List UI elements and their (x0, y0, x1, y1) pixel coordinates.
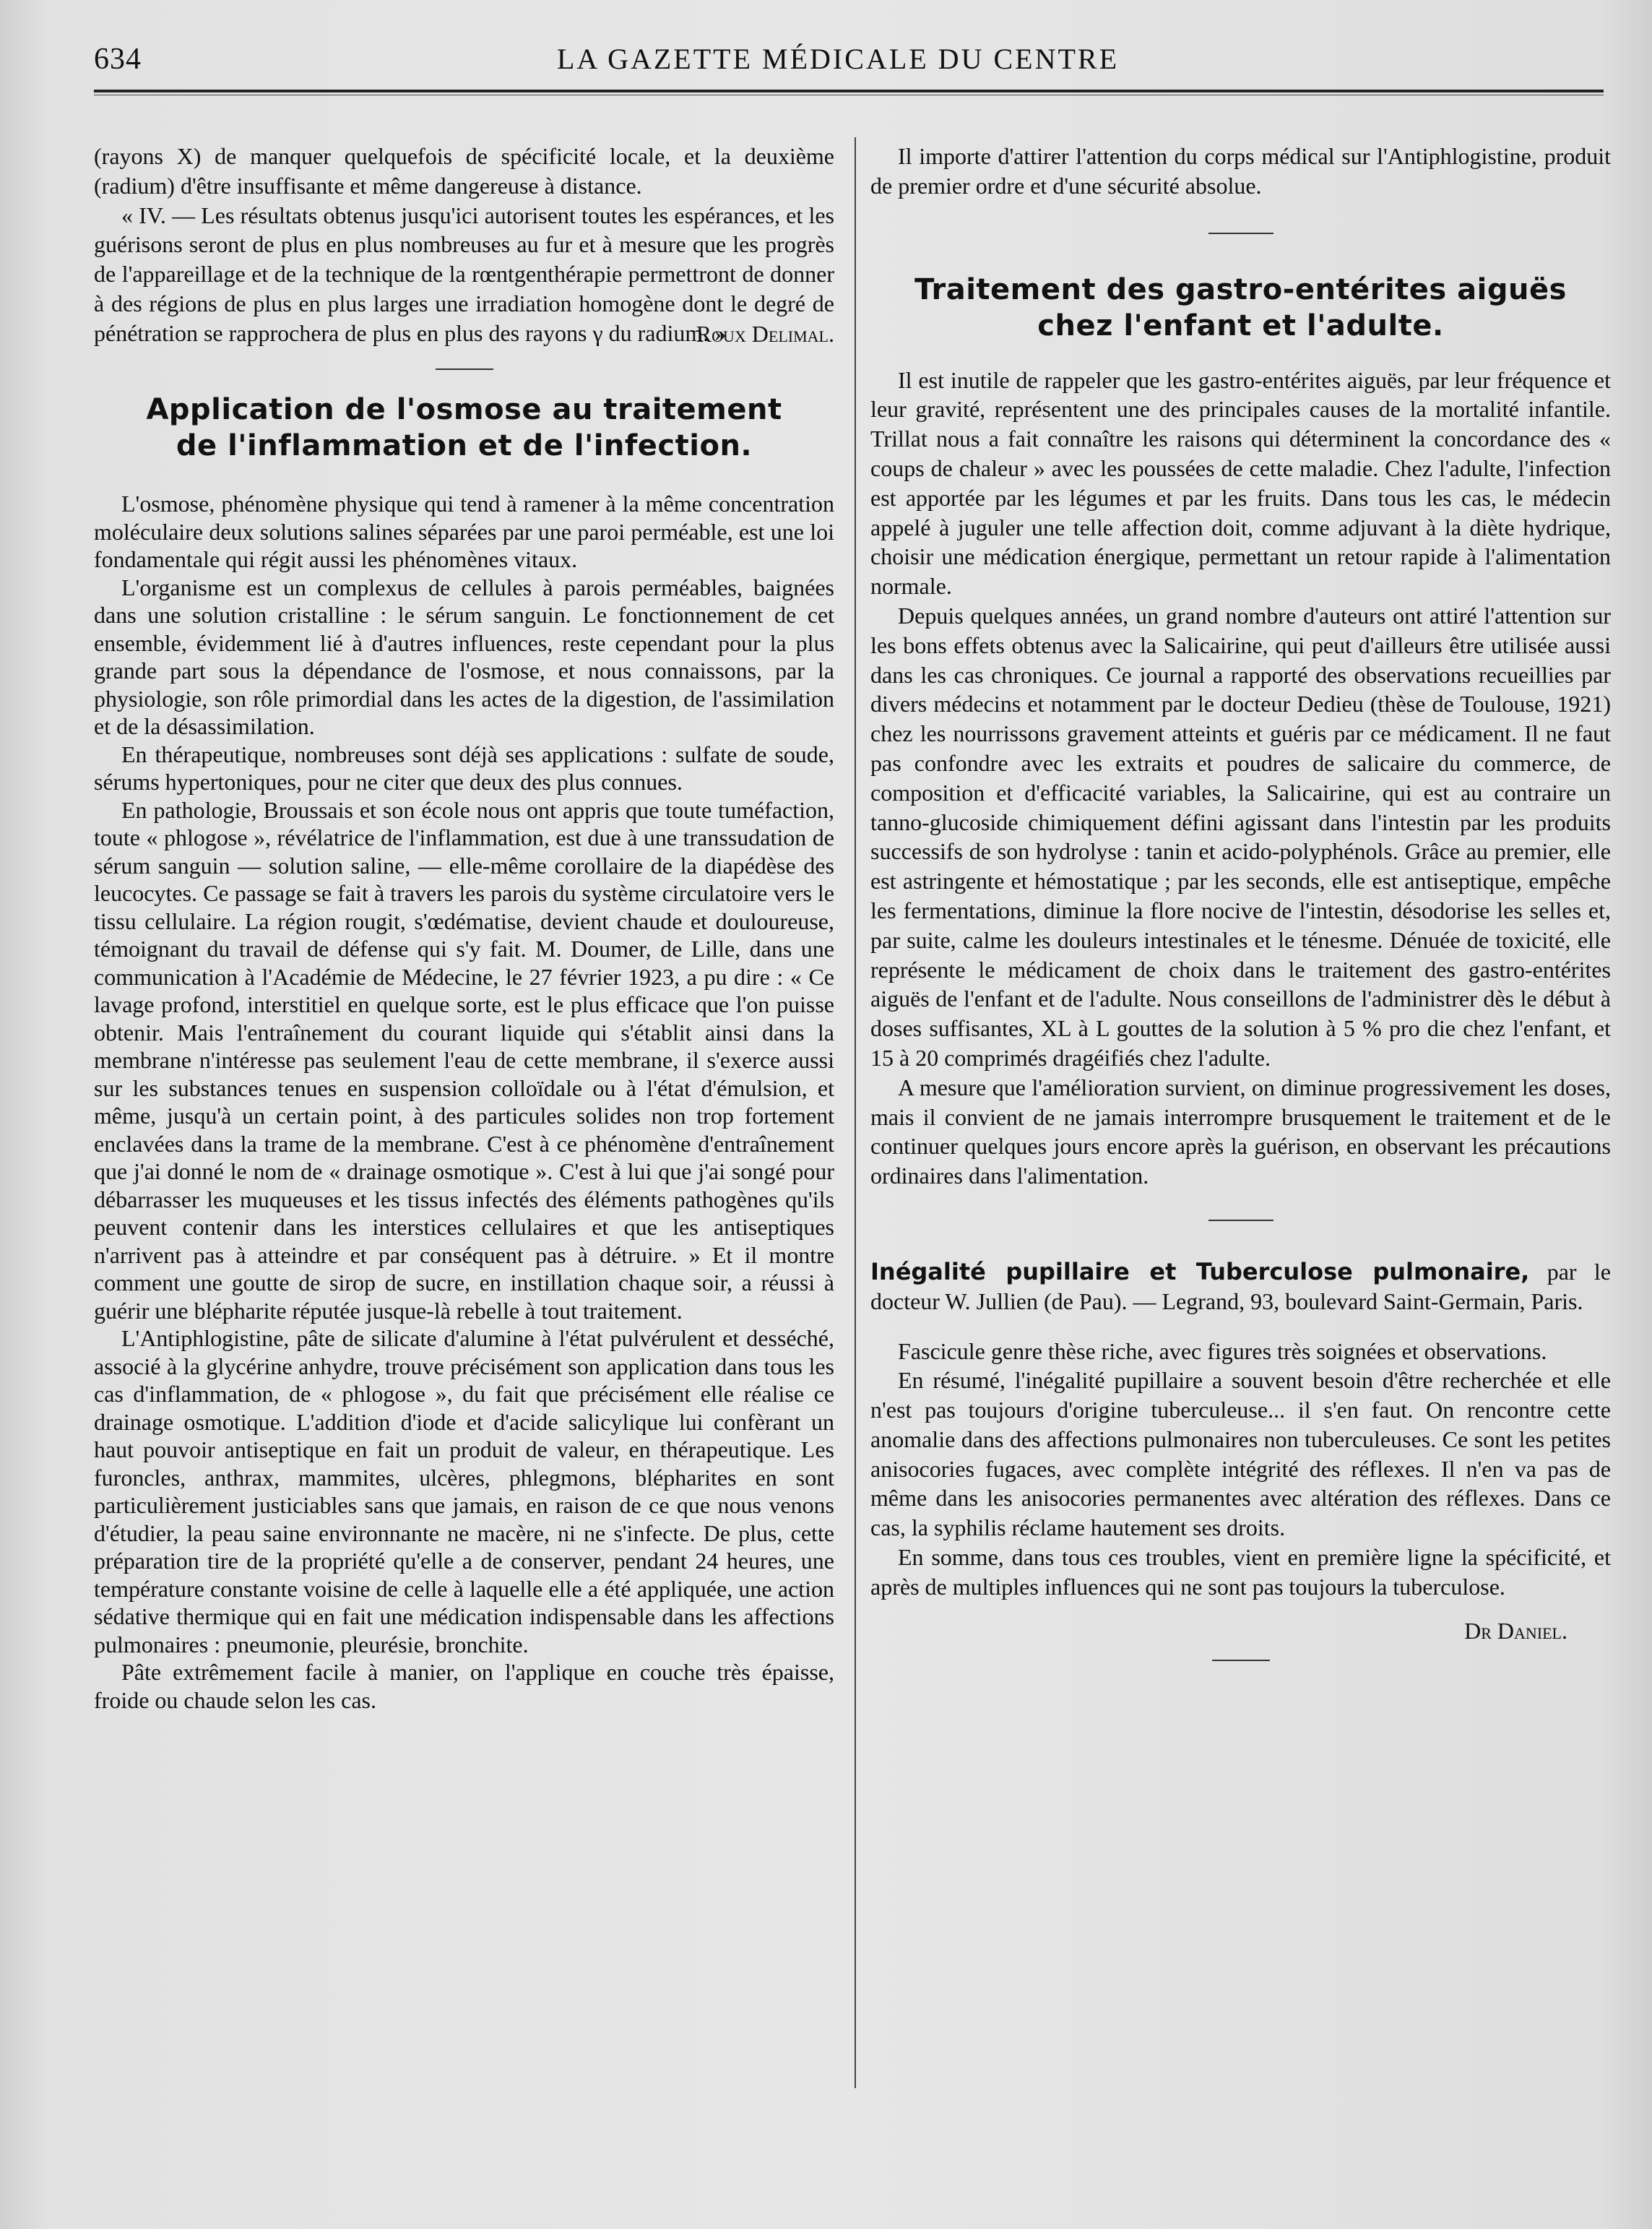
review-heading (870, 1257, 1611, 1316)
paragraph: « IV. — Les résultats obtenus jusqu'ici autorisent toutes les espérances, et les guérisons seront de plus en plus nombreuses au fur et à mesure que les progrès de l'appareillage et de la technique de la rœntgenthérapie permettront de donner à des régions de plus en plus larges une irradiation homogène dont le degré de pénétration se rapprochera de plus en plus des rayons γ du radium. » (94, 202, 834, 346)
section-rule (1208, 1220, 1273, 1221)
paragraph: (rayons X) de manquer quelquefois de spécificité locale, et la deuxième (radium) d'être insuffisante et même dangereuse à distance. (94, 143, 834, 199)
paragraph: Fascicule genre thèse riche, avec figures très soignées et observations. (898, 1337, 1547, 1364)
article-title (94, 392, 834, 464)
paragraph: Depuis quelques années, un grand nombre d'auteurs ont attiré l'attention sur les bons effets obtenus avec la Salicairine, qui peut d'ailleurs être utilisée aussi dans les cas chroniques. Ce journal a rapporté des observations recueillies par divers médecins et notamment par le docteur Dedieu (thèse de Toulouse, 1921) chez les nourrissons gravement atteints et guéris par ce médicament. Il ne faut pas confondre avec les extraits et poudres de salicaire du commerce, de composition et d'efficacité variables, la Salicairine, qui est au contraire un tanno-glucoside chimiquement défini agissant dans l'intestin par les produits successifs de son hydrolyse : tanin et acido-polyphénols. Grâce au premier, elle est astringente et hémostatique ; par les seconds, elle est antiseptique, empêche les fermentations, diminue la flore nocive de l'intestin, désodorise les selles et, par suite, calme les douleurs intestinales et le ténesme. Dénuée de toxicité, elle représente le médicament de choix dans le traitement des gastro-entérites aiguës de l'enfant et de l'adulte. Nous conseillons de l'administrer dès le début à doses suffisantes, XL à L gouttes de la solution à 5 % pro die chez l'enfant, et 15 à 20 comprimés dragéifiés chez l'adulte. (870, 602, 1611, 1071)
header-rule (94, 90, 1604, 92)
paragraph: En résumé, l'inégalité pupillaire a souvent besoin d'être recherchée et elle n'est pas toujours d'origine tuberculeuse... il s'en faut. On rencontre cette anomalie dans des affections pulmonaires non tuberculeuses. Ce sont les petites anisocories fugaces, avec complète intégrité des réflexes. Il n'en va pas de même dans les anisocories permanentes avec altération des réflexes. Dans ce cas, la syphilis réclame hautement ses droits. (870, 1367, 1611, 1541)
section-rule (1208, 233, 1273, 234)
paragraph: Il est inutile de rappeler que les gastro-entérites aiguës, par leur fréquence et leur gravité, représentent une des principales causes de la mortalité infantile. Trillat nous a fait connaître les raisons qui déterminent la concordance des « coups de chaleur » avec les poussées de cette maladie. Chez l'adulte, l'infection est apportée par les légumes et par les fruits. Dans tous les cas, le médecin appelé à juguler une telle affection doit, comme adjuvant à la diète hydrique, choisir une médication énergique, permettant un retour rapide à l'alimentation normale. (870, 366, 1611, 600)
page-number: 634 (94, 43, 142, 76)
right-column (870, 142, 1611, 1661)
paragraph: Pâte extrêmement facile à manier, on l'applique en couche très épaisse, froide ou chaude selon les cas. (94, 1659, 834, 1713)
paragraph: En thérapeutique, nombreuses sont déjà ses applications : sulfate de soude, sérums hypertoniques, pour ne citer que deux des plus connues. (94, 741, 834, 796)
paragraph: En somme, dans tous ces troubles, vient en première ligne la spécificité, et après de multiples influences qui ne sont pas toujours la tuberculose. (870, 1544, 1611, 1600)
paragraph: L'organisme est un complexus de cellules à parois perméables, baignées dans une solution cristalline : le sérum sanguin. Le fonctionnement de cet ensemble, évidemment lié à d'autres influences, reste cependant pour la plus grande part sous la dépendance de l'osmose, et nous connaissons, par la physiologie, son rôle primordial dans les actes de la digestion, de l'assimilation et de la désassimilation. (94, 574, 834, 740)
continuation-text-right (870, 142, 1611, 201)
author-signature: Roux Delimal. (696, 320, 834, 347)
section-rule (1212, 1660, 1270, 1661)
article-body (94, 490, 834, 1714)
continuation-text-left (94, 142, 834, 348)
article-title-line: Application de l'osmose au traitement (146, 393, 782, 427)
book-review (870, 1257, 1611, 1646)
paragraph: Il importe d'attirer l'attention du corps médical sur l'Antiphlogistine, produit de premier ordre et d'une sécurité absolue. (870, 143, 1611, 199)
paragraph: A mesure que l'amélioration survient, on diminue progressivement les doses, mais il convient de ne jamais interrompre brusquement le traitement et de le continuer quelques jours encore après la guérison, en observant les précautions ordinaires dans l'alimentation. (870, 1074, 1611, 1189)
article-body (870, 366, 1611, 1191)
review-title: Inégalité pupillaire et Tuberculose pulmonaire, (870, 1257, 1530, 1285)
article-title-line: Traitement des gastro-entérites aiguës (914, 272, 1567, 306)
running-head (94, 42, 1582, 87)
review-signature: Dr Daniel. (1464, 1617, 1567, 1644)
article-title-line: de l'inflammation et de l'infection. (176, 429, 753, 463)
article-title (870, 272, 1611, 344)
paragraph: L'osmose, phénomène physique qui tend à ramener à la même concentration moléculaire deux solutions salines séparées par une paroi perméable, est une loi fondamentale qui régit aussi les phénomènes vitaux. (94, 491, 834, 573)
column-divider (855, 137, 856, 2088)
paragraph: En pathologie, Broussais et son école nous ont appris que toute tuméfaction, toute « phlogose », révélatrice de l'inflammation, est due à une transsudation de sérum sanguin — solution saline, — elle-même corollaire de la diapédèse des leucocytes. Ce passage se fait à travers les parois du système circulatoire vers le tissu cellulaire. La région rougit, s'œdématise, devient chaude et douloureuse, témoignant du travail de défense qui s'y fait. M. Doumer, de Lille, dans une communication à l'Académie de Médecine, le 27 février 1923, a pu dire : « Ce lavage profond, interstitiel en quelque sorte, est le plus efficace que l'on puisse obtenir. Mais l'entraînement du courant liquide qui s'établit ainsi dans la membrane n'intéresse pas seulement l'eau de cette membrane, il s'exerce aussi sur les substances tenues en suspension colloïdale ou à l'état d'émulsion, et même, jusqu'à un certain point, à des particules solides non trop fortement enclavées dans la trame de la membrane. C'est à ce phénomène d'entraînement que j'ai donné le nom de « drainage osmotique ». C'est à lui que j'ai songé pour débarrasser les muqueuses et les tissus infectés des éléments pathogènes qu'ils peuvent contenir dans les interstices cellulaires et que les antiseptiques n'arrivent pas à atteindre et par conséquent pas à détruire. » Et il montre comment une goutte de sirop de sucre, en instillation chaque soir, a réussi à guérir une blépharite réputée jusque-là rebelle à tout traitement. (94, 796, 834, 1324)
paragraph: L'Antiphlogistine, pâte de silicate d'alumine à l'état pulvérulent et desséché, associé à la glycérine anhydre, trouve précisément son application dans tous les cas d'inflammation, de « phlogose », du fait que précisément elle réalise ce drainage osmotique. L'addition d'iode et d'acide salicylique lui confèrant un haut pouvoir antiseptique en fait un produit de valeur, en thérapeutique. Les furoncles, anthrax, mammites, ulcères, phlegmons, blépharites en sont particulièrement justiciables sans que jamais, en raison de ce que nous venons d'étudier, la peau saine environnante ne macère, ni ne s'infecte. De plus, cette préparation tire de la propriété qu'elle a de conserver, pendant 24 heures, une température constante voisine de celle à laquelle elle a été appliquée, une action sédative thermique qui en fait une médication indispensable dans les affections pulmonaires : pneumonie, pleurésie, bronchite. (94, 1325, 834, 1657)
section-rule (436, 368, 493, 370)
review-byline: par le docteur W. Jullien (de Pau). — Legrand, 93, boulevard Saint-Germain, Paris. (870, 1258, 1612, 1314)
left-column (94, 142, 834, 1714)
journal-title: LA GAZETTE MÉDICALE DU CENTRE (556, 43, 1119, 75)
article-title-line: chez l'enfant et l'adulte. (1037, 309, 1444, 342)
